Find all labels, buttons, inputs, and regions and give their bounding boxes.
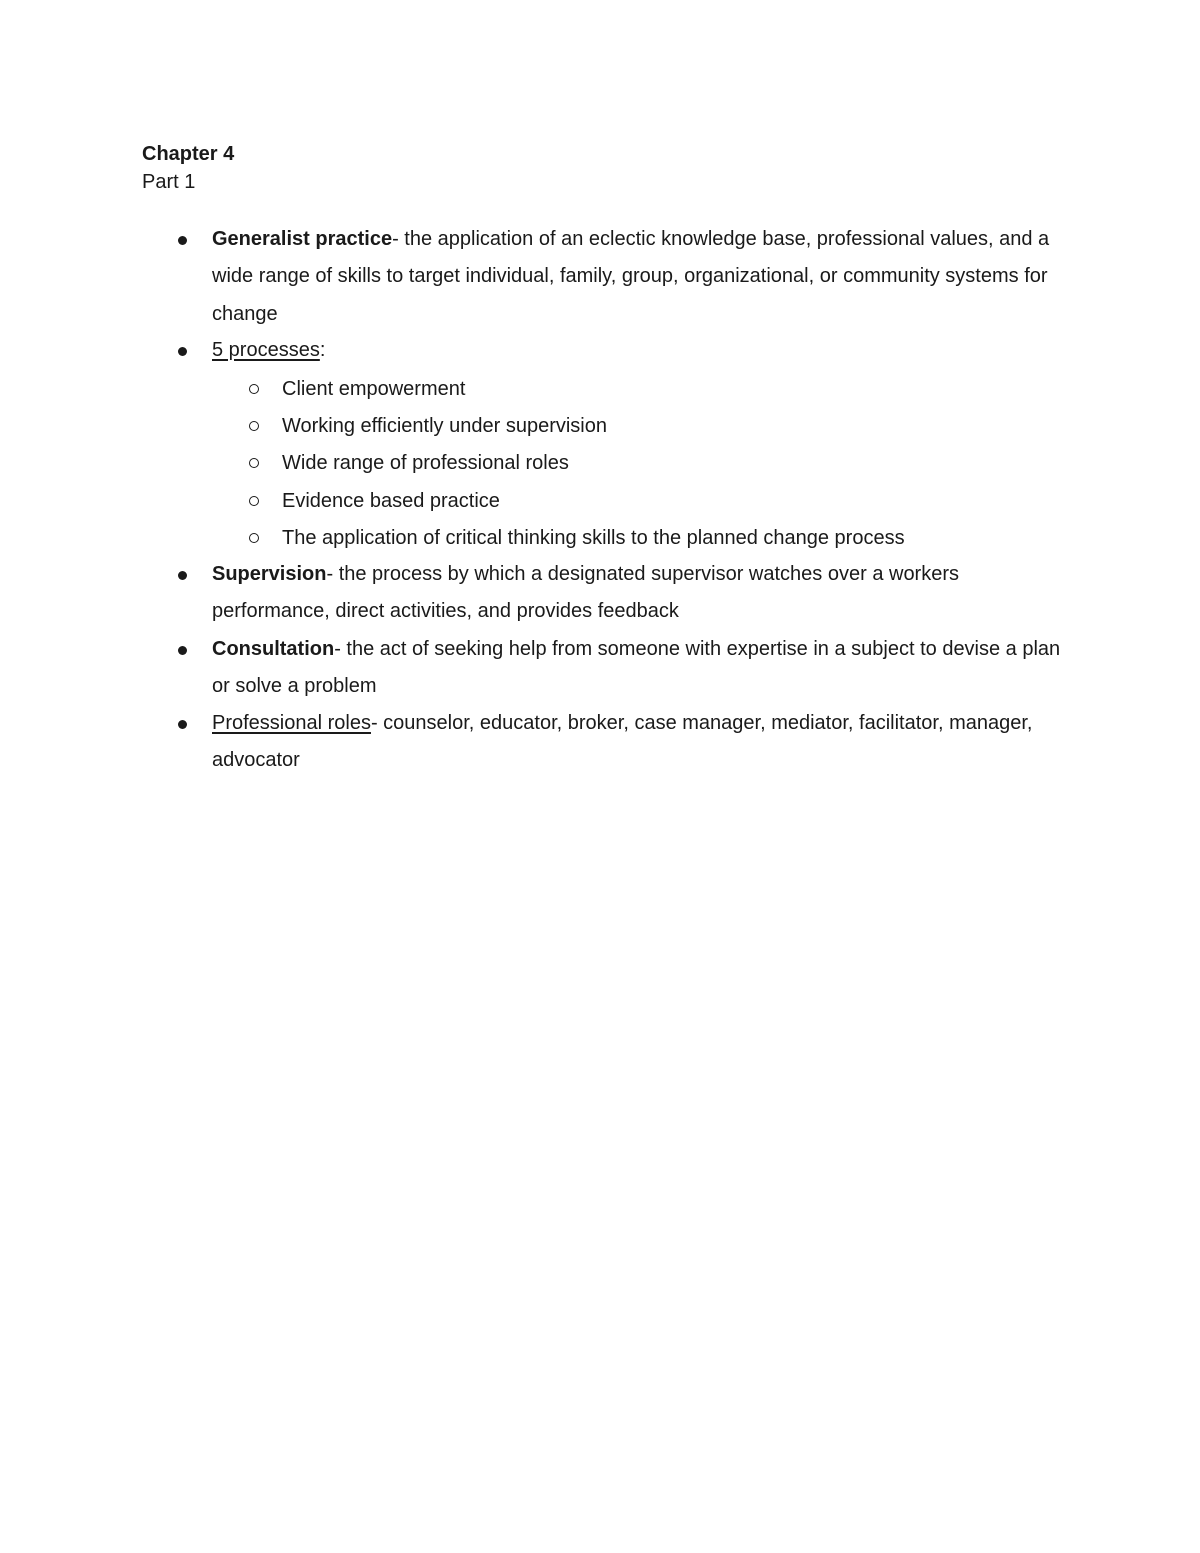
hollow-bullet-icon [249, 421, 259, 431]
document-title: Chapter 4 [142, 143, 235, 165]
bullet-icon [178, 236, 187, 245]
term-5-processes: 5 processes [212, 339, 320, 361]
term-generalist-practice: Generalist practice [212, 228, 393, 250]
bullet-icon [178, 720, 187, 729]
definition-professional-roles: - counselor, educator, broker, case manager, mediator, facilitator, manager, advocator [212, 712, 1033, 772]
list-item-generalist-practice [212, 221, 1082, 333]
definition-supervision: - the process by which a designated supervisor watches over a workers performance, direct activities, and provides feedback [212, 563, 960, 623]
term-professional-roles: Professional roles [212, 712, 371, 734]
bullet-icon [178, 646, 187, 655]
hollow-bullet-icon [249, 384, 259, 394]
definition-consultation: - the act of seeking help from someone with expertise in a subject to devise a plan or solve a problem [212, 638, 1061, 698]
sub-list-item: The application of critical thinking skills to the planned change process [282, 527, 905, 549]
hollow-bullet-icon [249, 533, 259, 543]
term-supervision: Supervision [212, 563, 327, 585]
sub-list-item: Evidence based practice [282, 490, 500, 512]
definition-5-processes: : [319, 339, 326, 361]
bullet-icon [178, 347, 187, 356]
term-consultation: Consultation [212, 638, 335, 660]
sub-list-item: Client empowerment [282, 378, 466, 400]
list-item-consultation [212, 631, 1082, 706]
sub-list-item: Wide range of professional roles [282, 452, 569, 474]
bullet-icon [178, 571, 187, 580]
list-item-professional-roles [212, 705, 1082, 780]
sub-list-item: Working efficiently under supervision [282, 415, 607, 437]
document-subtitle: Part 1 [142, 171, 196, 193]
list-item-supervision [212, 556, 1082, 631]
definition-generalist-practice: - the application of an eclectic knowledge base, professional values, and a wide range of skills to target individual, family, group, organizational, or community systems for change [212, 228, 1050, 325]
hollow-bullet-icon [249, 496, 259, 506]
list-item-5-processes [212, 332, 1082, 369]
hollow-bullet-icon [249, 458, 259, 468]
